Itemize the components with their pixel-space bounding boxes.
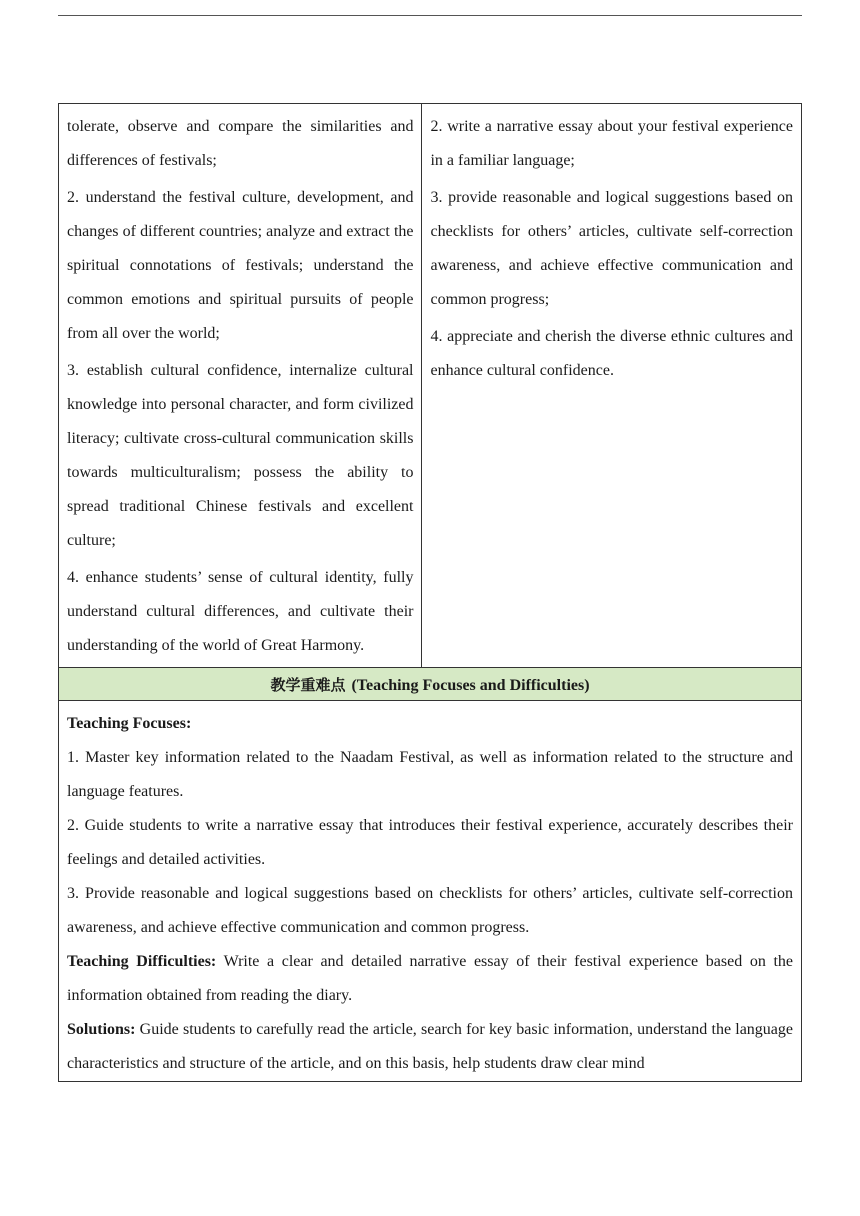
objective-left-3: 3. establish cultural confidence, internalize cultural knowledge into personal character, and form civilized literacy; cultivate cross-cultural communication skills towards multiculturalism; possess the ability to spread traditional Chinese festivals and excellent culture;: [67, 362, 414, 549]
objectives-right-cell: [422, 104, 802, 668]
solutions-label: Solutions:: [67, 1021, 136, 1038]
header-rule: [58, 15, 802, 16]
objective-right-4: 4. appreciate and cherish the diverse ethnic cultures and enhance cultural confidence.: [430, 328, 793, 379]
section-header-english: (Teaching Focuses and Difficulties): [351, 676, 590, 694]
lesson-plan-table: [58, 103, 802, 1082]
section-header-chinese: 教学重难点: [270, 675, 346, 694]
focus-item-1: 1. Master key information related to the Naadam Festival, as well as information related to the structure and language features.: [67, 749, 793, 800]
focuses-row: [59, 701, 802, 1082]
section-header-row: [59, 668, 802, 701]
section-header: [59, 668, 802, 701]
objective-right-3: 3. provide reasonable and logical suggestions based on checklists for others’ articles, cultivate self-correction awareness, and achieve effective communication and common progress;: [430, 189, 793, 308]
objectives-row: [59, 104, 802, 668]
solutions-text: Guide students to carefully read the article, search for key basic information, understand the language characteristics and structure of the article, and on this basis, help students draw clear mind: [67, 1021, 793, 1072]
solutions-paragraph: [67, 1013, 793, 1081]
focuses-cell: [59, 701, 802, 1082]
difficulties-text: Write a clear and detailed narrative essay of their festival experience based on the information obtained from reading the diary.: [67, 953, 794, 1004]
focus-item-2: 2. Guide students to write a narrative essay that introduces their festival experience, accurately describes their feelings and detailed activities.: [67, 817, 793, 868]
objective-left-2: 2. understand the festival culture, development, and changes of different countries; analyze and extract the spiritual connotations of festivals; understand the common emotions and spiritual pursuits of people from all over the world;: [67, 189, 414, 342]
focus-item-3: 3. Provide reasonable and logical suggestions based on checklists for others’ articles, cultivate self-correction awareness, and achieve effective communication and common progress.: [67, 885, 793, 936]
difficulties-label: Teaching Difficulties:: [67, 953, 217, 970]
objective-left-4: 4. enhance students’ sense of cultural identity, fully understand cultural differences, and cultivate their understanding of the world of Great Harmony.: [67, 569, 414, 654]
objectives-left-cell: [59, 104, 422, 668]
objective-right-2: 2. write a narrative essay about your festival experience in a familiar language;: [430, 118, 793, 169]
difficulties-paragraph: [67, 945, 793, 1013]
objective-left-1: tolerate, observe and compare the similarities and differences of festivals;: [67, 118, 414, 169]
focuses-heading: Teaching Focuses:: [67, 715, 192, 732]
